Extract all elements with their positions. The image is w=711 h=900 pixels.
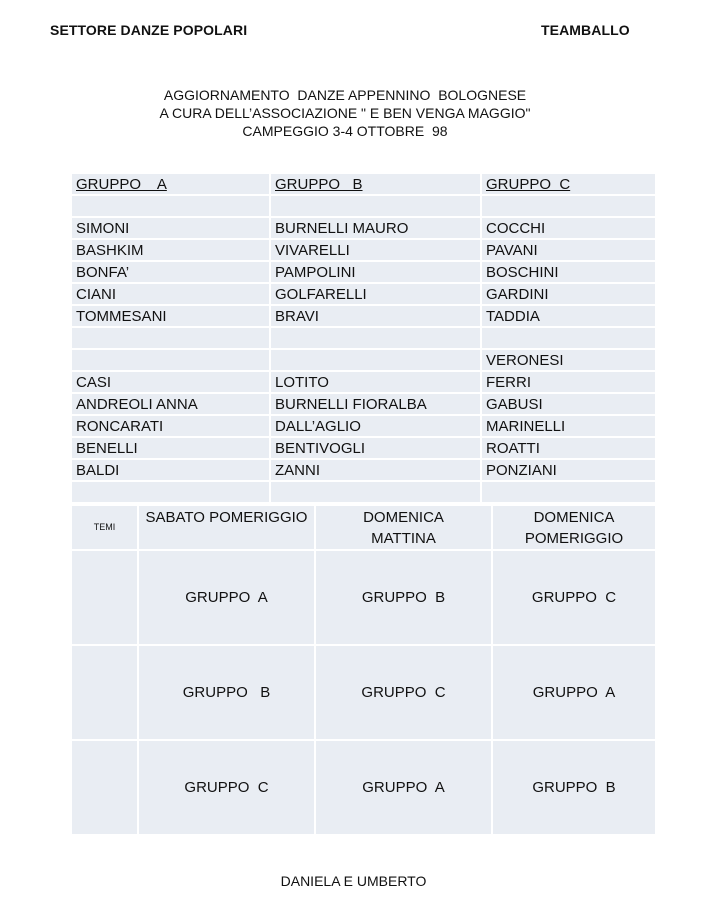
title-line-3: CAMPEGGIO 3-4 OTTOBRE 98 [242, 123, 448, 139]
table-row [72, 283, 656, 305]
member-name-cell [270, 327, 481, 349]
member-name-cell: BALDI [72, 459, 270, 481]
member-name-cell: RONCARATI [72, 415, 270, 437]
table-row [72, 195, 656, 217]
table-row [72, 305, 656, 327]
session-header-cell [492, 506, 656, 550]
table-row [72, 481, 656, 503]
member-name-cell: BENTIVOGLI [270, 437, 481, 459]
document-title [100, 86, 590, 140]
session-header-cell [315, 506, 492, 550]
footer-authors: DANIELA E UMBERTO [280, 873, 427, 889]
title-line-1: AGGIORNAMENTO DANZE APPENNINO BOLOGNESE [163, 87, 527, 103]
session-header-line: SABATO POMERIGGIO [145, 509, 308, 526]
member-name-cell: BONFA’ [72, 261, 270, 283]
member-name-cell: GABUSI [481, 393, 656, 415]
session-header-line: DOMENICA [533, 509, 615, 526]
member-name-cell: BURNELLI FIORALBA [270, 393, 481, 415]
member-name-cell [270, 349, 481, 371]
member-name-cell: VIVARELLI [270, 239, 481, 261]
groups-header-row [72, 174, 656, 195]
member-name-cell: BOSCHINI [481, 261, 656, 283]
member-name-cell [72, 349, 270, 371]
assigned-group-cell: GRUPPO A [492, 645, 656, 740]
assigned-group-cell: GRUPPO B [492, 740, 656, 835]
member-name-cell: GARDINI [481, 283, 656, 305]
temi-cell [72, 740, 138, 835]
member-name-cell [72, 195, 270, 217]
assigned-group-cell: GRUPPO A [138, 550, 315, 645]
assigned-group-cell: GRUPPO B [138, 645, 315, 740]
member-name-cell [72, 327, 270, 349]
assigned-group-cell: GRUPPO C [315, 645, 492, 740]
table-row [72, 327, 656, 349]
session-header-line: DOMENICA [363, 509, 444, 526]
member-name-cell: SIMONI [72, 217, 270, 239]
member-name-cell: FERRI [481, 371, 656, 393]
member-name-cell [270, 481, 481, 503]
member-name-cell [481, 327, 656, 349]
member-name-cell: DALL’AGLIO [270, 415, 481, 437]
member-name-cell: CIANI [72, 283, 270, 305]
table-row [72, 740, 656, 835]
groups-table [72, 174, 657, 504]
header-left-title: SETTORE DANZE POPOLARI [50, 22, 248, 38]
member-name-cell: ROATTI [481, 437, 656, 459]
member-name-cell: TADDIA [481, 305, 656, 327]
member-name-cell: GOLFARELLI [270, 283, 481, 305]
member-name-cell: COCCHI [481, 217, 656, 239]
member-name-cell: BURNELLI MAURO [270, 217, 481, 239]
member-name-cell: LOTITO [270, 371, 481, 393]
table-row [72, 459, 656, 481]
table-row [72, 371, 656, 393]
assigned-group-cell: GRUPPO C [492, 550, 656, 645]
member-name-cell: BRAVI [270, 305, 481, 327]
table-row [72, 393, 656, 415]
title-line-2: A CURA DELL’ASSOCIAZIONE " E BEN VENGA MAGGIO" [159, 105, 531, 121]
member-name-cell: CASI [72, 371, 270, 393]
assigned-group-cell: GRUPPO C [138, 740, 315, 835]
member-name-cell: ANDREOLI ANNA [72, 393, 270, 415]
group-header-cell: GRUPPO B [270, 174, 481, 195]
member-name-cell [270, 195, 481, 217]
assigned-group-cell: GRUPPO A [315, 740, 492, 835]
temi-cell [72, 550, 138, 645]
table-row [72, 437, 656, 459]
session-header-cell [138, 506, 315, 550]
member-name-cell: PAMPOLINI [270, 261, 481, 283]
assigned-group-cell: GRUPPO B [315, 550, 492, 645]
table-row [72, 415, 656, 437]
table-row [72, 239, 656, 261]
table-row [72, 349, 656, 371]
session-header-line: POMERIGGIO [524, 530, 624, 547]
header-right-title: TEAMBALLO [541, 22, 630, 38]
member-name-cell: PAVANI [481, 239, 656, 261]
member-name-cell: VERONESI [481, 349, 656, 371]
member-name-cell [481, 481, 656, 503]
schedule-table [72, 506, 657, 836]
member-name-cell: ZANNI [270, 459, 481, 481]
session-header-line: MATTINA [371, 530, 436, 547]
temi-cell [72, 645, 138, 740]
table-row [72, 217, 656, 239]
schedule-header-row [72, 506, 656, 550]
table-row [72, 261, 656, 283]
member-name-cell [72, 481, 270, 503]
group-header-cell: GRUPPO C [481, 174, 656, 195]
group-header-cell: GRUPPO A [72, 174, 270, 195]
table-row [72, 645, 656, 740]
member-name-cell: MARINELLI [481, 415, 656, 437]
member-name-cell: BENELLI [72, 437, 270, 459]
member-name-cell [481, 195, 656, 217]
table-row [72, 550, 656, 645]
temi-label: TEMI [72, 506, 138, 550]
member-name-cell: TOMMESANI [72, 305, 270, 327]
member-name-cell: BASHKIM [72, 239, 270, 261]
member-name-cell: PONZIANI [481, 459, 656, 481]
